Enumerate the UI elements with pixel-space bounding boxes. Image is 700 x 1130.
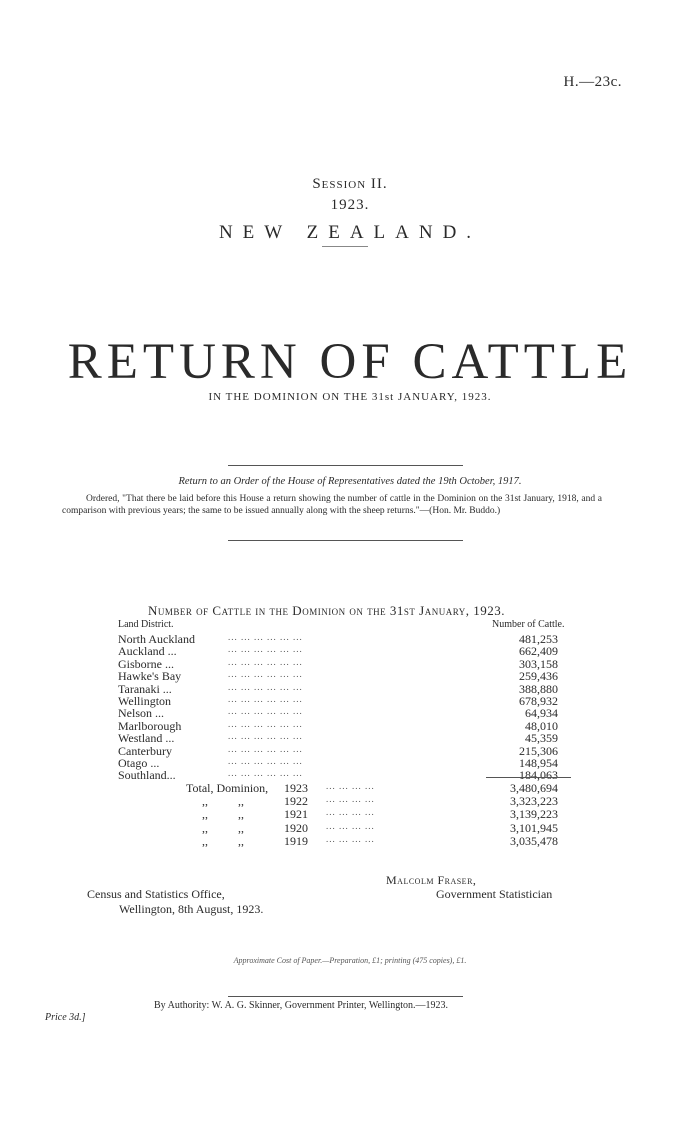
total-count: 3,139,223 [510,807,558,822]
total-count: 3,323,223 [510,794,558,809]
district-name: Southland... [118,768,176,783]
district-name: Westland ... [118,731,175,746]
leader-dots: ... ... ... ... [326,820,375,831]
total-row [186,794,578,807]
leader-dots: ... ... ... ... [326,781,375,791]
cattle-count: 148,954 [519,756,558,770]
table-row [118,682,578,695]
total-label: ,, ,, [202,820,244,835]
table-row [118,719,578,732]
table-row [118,632,578,645]
divider [228,465,463,466]
table-row [118,657,578,670]
leader-dots: ... ... ... ... ... ... [228,731,303,742]
cattle-count: 259,436 [519,669,558,684]
order-reference: Return to an Order of the House of Representatives dated the 19th October, 1917. [178,476,522,487]
total-year: 1923 [284,781,308,795]
leader-dots: ... ... ... ... ... ... [228,644,303,655]
office-date: Wellington, 8th August, 1923. [119,902,264,916]
total-count: 3,480,694 [510,781,558,795]
total-row [186,834,578,847]
leader-dots: ... ... ... ... ... ... [228,718,303,729]
cattle-count: 48,010 [525,718,558,733]
cattle-count: 678,932 [519,694,558,708]
district-name: Marlborough [118,718,182,733]
session-label: Session II. [312,176,388,192]
divider [228,540,463,541]
cost-note: Approximate Cost of Paper.—Preparation, £1; printing (475 copies), £1. [233,956,467,965]
district-name: Gisborne ... [118,656,174,671]
order-text: Ordered, "That there be laid before this House a return showing the number of cattle in the Dominion on the 31st January, 1918, and a comparison with previous years; the same to be issued annually along with the sheep returns."—(Hon. Mr. Buddo.) [62,494,602,516]
leader-dots: ... ... ... ... ... ... [228,706,303,717]
cattle-count: 388,880 [519,681,558,696]
total-count: 3,101,945 [510,820,558,835]
total-year: 1919 [284,833,308,848]
cattle-count: 662,409 [519,644,558,659]
total-count: 3,035,478 [510,833,558,848]
leader-dots: ... ... ... ... ... ... [228,669,303,680]
total-row [186,781,578,794]
table-row [118,669,578,682]
leader-dots: ... ... ... ... ... ... [228,694,303,704]
printer-authority: By Authority: W. A. G. Skinner, Government Printer, Wellington.—1923. [154,1000,449,1011]
table-row [118,744,578,757]
sum-rule [486,777,571,778]
leader-dots: ... ... ... ... ... ... [228,681,303,692]
column-header-cattle: Number of Cattle. [492,619,565,630]
table-row [118,756,578,769]
leader-dots: ... ... ... ... [326,807,375,818]
divider [322,246,368,247]
cattle-count: 303,158 [519,656,558,671]
signatory-name: Malcolm Fraser, [386,873,477,887]
table-row [118,731,578,744]
district-name: North Auckland [118,632,195,646]
leader-dots: ... ... ... ... ... ... [228,632,303,642]
leader-dots: ... ... ... ... ... ... [228,768,303,779]
session-year: 1923. [330,197,370,213]
document-reference: H.—23c. [563,74,622,90]
district-name: Hawke's Bay [118,669,182,684]
total-label: ,, ,, [202,807,244,822]
district-name: Auckland ... [118,644,177,659]
district-name: Taranaki ... [118,681,172,696]
cattle-count: 215,306 [519,743,558,758]
total-year: 1920 [284,820,308,835]
column-header-district: Land District. [118,619,174,630]
leader-dots: ... ... ... ... ... ... [228,756,303,766]
table-row [118,768,578,781]
page-title: RETURN OF CATTLE [67,334,633,390]
total-year: 1922 [284,794,308,809]
divider [228,996,463,997]
cattle-count: 45,359 [525,731,558,746]
page-subtitle: IN THE DOMINION ON THE 31st JANUARY, 1923. [208,391,492,403]
district-name: Otago ... [118,756,160,770]
cattle-count: 64,934 [525,706,558,721]
leader-dots: ... ... ... ... [326,794,375,805]
leader-dots: ... ... ... ... ... ... [228,743,303,754]
total-row [186,807,578,820]
district-name: Wellington [118,694,172,708]
total-label: Total, Dominion, [186,781,269,795]
total-row [186,821,578,834]
country-heading: NEW ZEALAND. [218,222,482,243]
price-note: Price 3d.] [45,1012,86,1023]
table-title: Number of Cattle in the Dominion on the 31st January, 1923. [148,603,505,618]
total-label: ,, ,, [202,794,244,809]
signatory-title: Government Statistician [436,887,553,901]
table-row [118,706,578,719]
total-year: 1921 [284,807,308,822]
district-name: Canterbury [118,743,172,758]
cattle-count: 481,253 [519,632,558,646]
office-name: Census and Statistics Office, [87,887,225,901]
leader-dots: ... ... ... ... ... ... [228,656,303,667]
district-name: Nelson ... [118,706,164,721]
total-label: ,, ,, [202,833,244,848]
table-row [118,694,578,707]
leader-dots: ... ... ... ... [326,833,375,844]
cattle-count: 184,063 [519,768,558,783]
table-row [118,644,578,657]
